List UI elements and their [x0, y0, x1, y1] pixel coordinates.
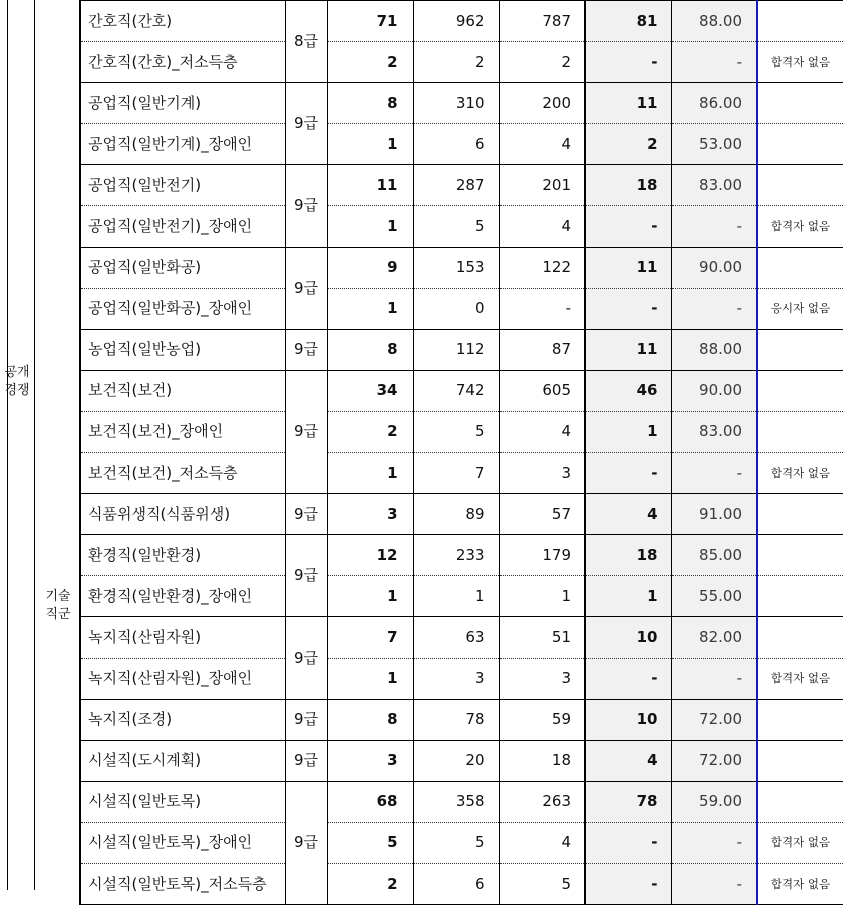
takers-cell: 605: [499, 370, 585, 411]
label-spacer-cell: [0, 494, 80, 535]
passed-cell: -: [585, 206, 671, 247]
label-spacer-cell: [0, 576, 80, 617]
passed-cell: 11: [585, 329, 671, 370]
table-row: [0, 247, 843, 288]
position-name-cell: 시설직(일반토목)_장애인: [80, 822, 285, 863]
position-name-cell: 환경직(일반환경)_장애인: [80, 576, 285, 617]
table-row: [0, 740, 843, 781]
cutoff-score-cell: -: [671, 288, 757, 329]
takers-cell: 87: [499, 329, 585, 370]
label-spacer-cell: [0, 411, 80, 452]
applicants-cell: 153: [413, 247, 499, 288]
table-row: [0, 165, 843, 206]
cutoff-score-cell: 53.00: [671, 124, 757, 165]
takers-cell: 122: [499, 247, 585, 288]
remark-cell: 합격자 없음: [757, 863, 843, 904]
label-spacer-cell: [0, 535, 80, 576]
cutoff-score-cell: -: [671, 453, 757, 494]
remark-cell: [757, 617, 843, 658]
quota-cell: 5: [327, 822, 413, 863]
takers-cell: 200: [499, 83, 585, 124]
grade-cell: 9급: [285, 329, 327, 370]
quota-cell: 3: [327, 494, 413, 535]
quota-cell: 2: [327, 863, 413, 904]
quota-cell: 2: [327, 411, 413, 452]
quota-cell: 1: [327, 124, 413, 165]
label-spacer-cell: [0, 617, 80, 658]
remark-cell: 응시자 없음: [757, 288, 843, 329]
remark-cell: 합격자 없음: [757, 822, 843, 863]
applicants-cell: 6: [413, 124, 499, 165]
passed-cell: 78: [585, 781, 671, 822]
position-name-cell: 공업직(일반화공): [80, 247, 285, 288]
remark-cell: [757, 535, 843, 576]
takers-cell: 18: [499, 740, 585, 781]
passed-cell: 81: [585, 1, 671, 42]
table-row: [0, 83, 843, 124]
remark-cell: [757, 411, 843, 452]
quota-cell: 8: [327, 83, 413, 124]
takers-cell: 51: [499, 617, 585, 658]
remark-cell: [757, 370, 843, 411]
position-name-cell: 공업직(일반기계): [80, 83, 285, 124]
passed-cell: 4: [585, 740, 671, 781]
quota-cell: 34: [327, 370, 413, 411]
table-row: [0, 822, 843, 863]
takers-cell: 4: [499, 822, 585, 863]
quota-cell: 8: [327, 699, 413, 740]
label-spacer-cell: [0, 83, 80, 124]
applicants-cell: 20: [413, 740, 499, 781]
remark-cell: [757, 576, 843, 617]
position-name-cell: 환경직(일반환경): [80, 535, 285, 576]
grade-cell: 9급: [285, 740, 327, 781]
table-row: [0, 535, 843, 576]
quota-cell: 1: [327, 658, 413, 699]
passed-cell: 10: [585, 699, 671, 740]
applicants-cell: 1: [413, 576, 499, 617]
cutoff-score-cell: 83.00: [671, 165, 757, 206]
cutoff-score-cell: 90.00: [671, 370, 757, 411]
applicants-cell: 310: [413, 83, 499, 124]
label-spacer-cell: [0, 288, 80, 329]
table-row: [0, 699, 843, 740]
quota-cell: 2: [327, 42, 413, 83]
remark-cell: [757, 124, 843, 165]
position-name-cell: 공업직(일반화공)_장애인: [80, 288, 285, 329]
remark-cell: 합격자 없음: [757, 42, 843, 83]
grade-cell: 9급: [285, 370, 327, 493]
quota-cell: 71: [327, 1, 413, 42]
takers-cell: 59: [499, 699, 585, 740]
quota-cell: 1: [327, 576, 413, 617]
label-spacer-cell: [0, 740, 80, 781]
label-spacer-cell: [0, 42, 80, 83]
grade-cell: 9급: [285, 247, 327, 329]
passed-cell: 18: [585, 535, 671, 576]
position-name-cell: 공업직(일반전기)_장애인: [80, 206, 285, 247]
applicants-cell: 742: [413, 370, 499, 411]
passed-cell: -: [585, 453, 671, 494]
grade-cell: 9급: [285, 494, 327, 535]
applicants-cell: 0: [413, 288, 499, 329]
table-row: [0, 329, 843, 370]
table-row: [0, 494, 843, 535]
passed-cell: -: [585, 42, 671, 83]
quota-cell: 12: [327, 535, 413, 576]
position-name-cell: 보건직(보건): [80, 370, 285, 411]
passed-cell: 1: [585, 576, 671, 617]
quota-cell: 8: [327, 329, 413, 370]
position-name-cell: 간호직(간호): [80, 1, 285, 42]
takers-cell: 4: [499, 411, 585, 452]
applicants-cell: 2: [413, 42, 499, 83]
table-row: [0, 1, 843, 42]
quota-cell: 11: [327, 165, 413, 206]
table-row: [0, 453, 843, 494]
cutoff-score-cell: 72.00: [671, 740, 757, 781]
cutoff-score-cell: -: [671, 863, 757, 904]
table-row: [0, 206, 843, 247]
remark-cell: [757, 329, 843, 370]
grade-cell: 9급: [285, 535, 327, 617]
label-spacer-cell: [0, 658, 80, 699]
label-spacer-cell: [0, 453, 80, 494]
table-row: [0, 658, 843, 699]
remark-cell: [757, 740, 843, 781]
position-name-cell: 녹지직(조경): [80, 699, 285, 740]
applicants-cell: 6: [413, 863, 499, 904]
cutoff-score-cell: 86.00: [671, 83, 757, 124]
passed-cell: 2: [585, 124, 671, 165]
position-name-cell: 시설직(일반토목): [80, 781, 285, 822]
quota-cell: 7: [327, 617, 413, 658]
applicants-cell: 233: [413, 535, 499, 576]
cutoff-score-cell: 90.00: [671, 247, 757, 288]
applicants-cell: 89: [413, 494, 499, 535]
passed-cell: 10: [585, 617, 671, 658]
label-spacer-cell: [0, 1, 80, 42]
grade-cell: 8급: [285, 1, 327, 83]
passed-cell: 11: [585, 247, 671, 288]
takers-cell: 3: [499, 453, 585, 494]
position-name-cell: 식품위생직(식품위생): [80, 494, 285, 535]
applicants-cell: 78: [413, 699, 499, 740]
position-name-cell: 시설직(도시계획): [80, 740, 285, 781]
grade-cell: 9급: [285, 83, 327, 165]
applicants-cell: 5: [413, 411, 499, 452]
cutoff-score-cell: 72.00: [671, 699, 757, 740]
passed-cell: 46: [585, 370, 671, 411]
cutoff-score-cell: 82.00: [671, 617, 757, 658]
position-name-cell: 시설직(일반토목)_저소득층: [80, 863, 285, 904]
grade-cell: 9급: [285, 699, 327, 740]
position-name-cell: 보건직(보건)_저소득층: [80, 453, 285, 494]
remark-cell: [757, 494, 843, 535]
passed-cell: 18: [585, 165, 671, 206]
applicants-cell: 7: [413, 453, 499, 494]
applicants-cell: 5: [413, 206, 499, 247]
table-row: [0, 42, 843, 83]
cutoff-score-cell: 91.00: [671, 494, 757, 535]
takers-cell: 4: [499, 206, 585, 247]
cutoff-score-cell: -: [671, 658, 757, 699]
passed-cell: 4: [585, 494, 671, 535]
applicants-cell: 5: [413, 822, 499, 863]
passed-cell: 11: [585, 83, 671, 124]
remark-cell: [757, 699, 843, 740]
label-spacer-cell: [0, 370, 80, 411]
takers-cell: 2: [499, 42, 585, 83]
cutoff-score-cell: -: [671, 822, 757, 863]
position-name-cell: 간호직(간호)_저소득층: [80, 42, 285, 83]
cutoff-score-cell: 83.00: [671, 411, 757, 452]
quota-cell: 68: [327, 781, 413, 822]
position-name-cell: 보건직(보건)_장애인: [80, 411, 285, 452]
passed-cell: -: [585, 658, 671, 699]
takers-cell: 4: [499, 124, 585, 165]
takers-cell: 787: [499, 1, 585, 42]
table-row: [0, 124, 843, 165]
quota-cell: 9: [327, 247, 413, 288]
cutoff-score-cell: 88.00: [671, 1, 757, 42]
remark-cell: [757, 165, 843, 206]
cutoff-score-cell: -: [671, 206, 757, 247]
table-row: [0, 288, 843, 329]
label-spacer-cell: [0, 165, 80, 206]
label-spacer-cell: [0, 822, 80, 863]
table-row: [0, 617, 843, 658]
label-spacer-cell: [0, 781, 80, 822]
remark-cell: [757, 1, 843, 42]
label-spacer-cell: [0, 247, 80, 288]
applicants-cell: 287: [413, 165, 499, 206]
takers-cell: 179: [499, 535, 585, 576]
passed-cell: -: [585, 822, 671, 863]
remark-cell: 합격자 없음: [757, 658, 843, 699]
remark-cell: [757, 83, 843, 124]
applicants-cell: 962: [413, 1, 499, 42]
takers-cell: -: [499, 288, 585, 329]
grade-cell: 9급: [285, 617, 327, 699]
label-spacer-cell: [0, 329, 80, 370]
table-row: [0, 863, 843, 904]
takers-cell: 57: [499, 494, 585, 535]
subcategory-label: 기술 직군: [45, 589, 71, 622]
cutoff-score-cell: 55.00: [671, 576, 757, 617]
quota-cell: 3: [327, 740, 413, 781]
label-spacer-cell: [0, 206, 80, 247]
passed-cell: 1: [585, 411, 671, 452]
position-name-cell: 공업직(일반전기): [80, 165, 285, 206]
table-row: [0, 370, 843, 411]
label-spacer-cell: [0, 863, 80, 904]
cutoff-score-cell: 85.00: [671, 535, 757, 576]
cutoff-score-cell: 88.00: [671, 329, 757, 370]
label-spacer-cell: [0, 699, 80, 740]
passed-cell: -: [585, 863, 671, 904]
quota-cell: 1: [327, 453, 413, 494]
position-name-cell: 녹지직(산림자원): [80, 617, 285, 658]
position-name-cell: 녹지직(산림자원)_장애인: [80, 658, 285, 699]
table-row: [0, 576, 843, 617]
remark-cell: [757, 781, 843, 822]
takers-cell: 263: [499, 781, 585, 822]
position-name-cell: 농업직(일반농업): [80, 329, 285, 370]
applicants-cell: 112: [413, 329, 499, 370]
cutoff-score-cell: 59.00: [671, 781, 757, 822]
cutoff-score-cell: -: [671, 42, 757, 83]
position-name-cell: 공업직(일반기계)_장애인: [80, 124, 285, 165]
grade-cell: 9급: [285, 781, 327, 904]
applicants-cell: 358: [413, 781, 499, 822]
label-spacer-cell: [0, 124, 80, 165]
applicants-cell: 3: [413, 658, 499, 699]
category-label: 공개 경쟁: [4, 365, 30, 398]
grade-cell: 9급: [285, 165, 327, 247]
remark-cell: [757, 247, 843, 288]
remark-cell: 합격자 없음: [757, 453, 843, 494]
remark-cell: 합격자 없음: [757, 206, 843, 247]
passed-cell: -: [585, 288, 671, 329]
takers-cell: 201: [499, 165, 585, 206]
applicants-cell: 63: [413, 617, 499, 658]
takers-cell: 5: [499, 863, 585, 904]
takers-cell: 3: [499, 658, 585, 699]
takers-cell: 1: [499, 576, 585, 617]
quota-cell: 1: [327, 288, 413, 329]
quota-cell: 1: [327, 206, 413, 247]
table-row: [0, 411, 843, 452]
table-row: [0, 781, 843, 822]
